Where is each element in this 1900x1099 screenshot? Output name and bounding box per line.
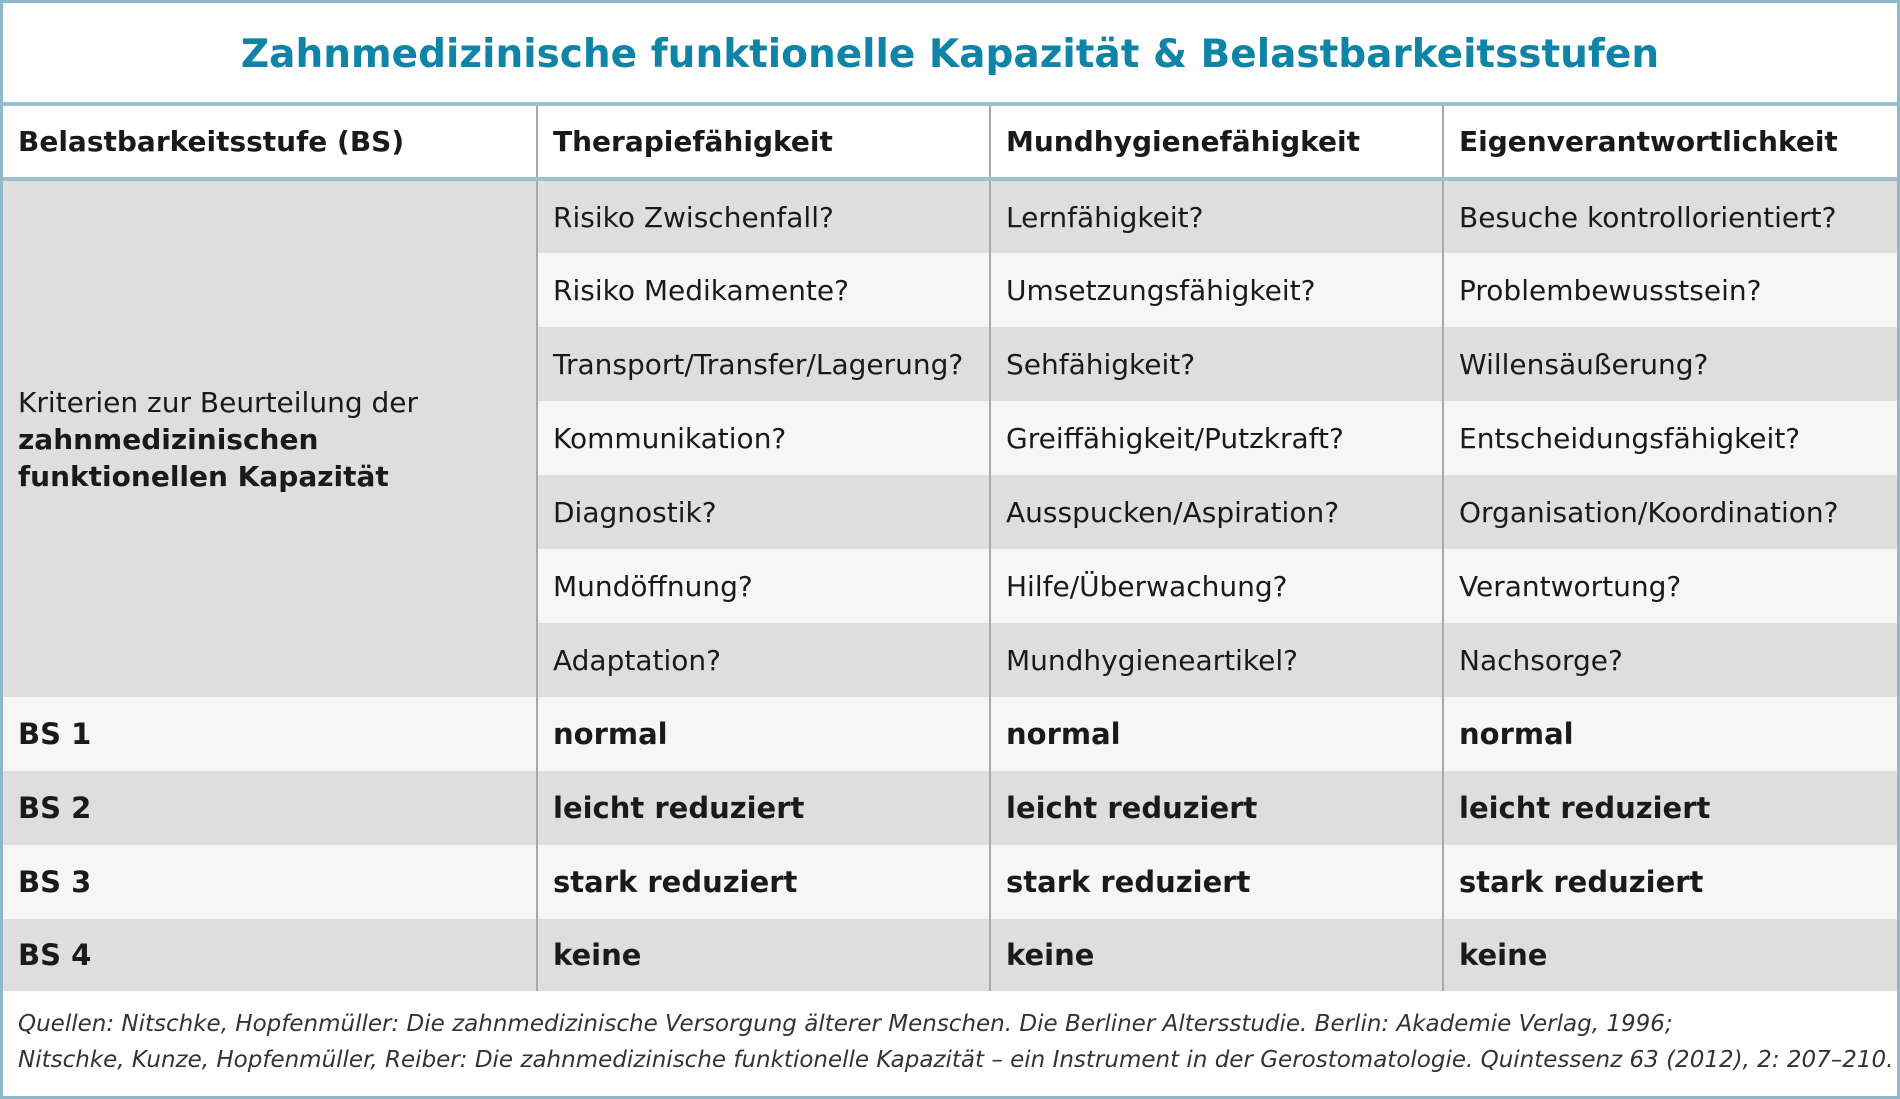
criteria-cell: Lernfähigkeit? <box>990 179 1443 253</box>
criteria-cell: Verantwortung? <box>1443 549 1897 623</box>
capacity-table <box>3 106 1897 995</box>
criteria-cell: Greiffähigkeit/Putzkraft? <box>990 401 1443 475</box>
criteria-cell: Kommunikation? <box>537 401 990 475</box>
criteria-cell: Mundöffnung? <box>537 549 990 623</box>
level-cell: leicht reduziert <box>1443 771 1897 845</box>
level-cell: normal <box>1443 697 1897 771</box>
criteria-cell: Nachsorge? <box>1443 623 1897 697</box>
figure-title: Zahnmedizinische funktionelle Kapazität & Belastbarkeitsstufen <box>240 32 1660 77</box>
criteria-cell: Ausspucken/Aspiration? <box>990 475 1443 549</box>
criteria-cell: Organisation/Koordination? <box>1443 475 1897 549</box>
header-belastbarkeitsstufe: Belastbarkeitsstufe (BS) <box>3 106 537 179</box>
level-cell: leicht reduziert <box>990 771 1443 845</box>
criteria-cell: Diagnostik? <box>537 475 990 549</box>
criteria-cell: Besuche kontrollorientiert? <box>1443 179 1897 253</box>
criteria-cell: Willensäußerung? <box>1443 327 1897 401</box>
criteria-cell: Umsetzungsfähigkeit? <box>990 253 1443 327</box>
header-therapiefaehigkeit: Therapiefähigkeit <box>537 106 990 179</box>
level-label: BS 4 <box>3 919 537 993</box>
level-cell: keine <box>1443 919 1897 993</box>
source-line-1: Quellen: Nitschke, Hopfenmüller: Die zahnmedizinische Versorgung älterer Menschen. Die Berliner Altersstudie. Berlin: Akademie Verlag, 1996; <box>18 1011 1673 1037</box>
criteria-cell: Sehfähigkeit? <box>990 327 1443 401</box>
criteria-cell: Transport/Transfer/Lagerung? <box>537 327 990 401</box>
sources-footnote <box>3 991 1897 1096</box>
criteria-cell: Hilfe/Überwachung? <box>990 549 1443 623</box>
level-label: BS 3 <box>18 865 92 899</box>
level-cell: leicht reduziert <box>537 771 990 845</box>
criteria-cell: Risiko Zwischenfall? <box>537 179 990 253</box>
criteria-cell: Risiko Medikamente? <box>537 253 990 327</box>
criteria-cell: Entscheidungsfähigkeit? <box>1443 401 1897 475</box>
level-cell: normal <box>537 697 990 771</box>
criteria-cell: Problembewusstsein? <box>1443 253 1897 327</box>
level-cell: stark reduziert <box>537 845 990 919</box>
level-row <box>3 845 1897 919</box>
level-row <box>3 771 1897 845</box>
level-label: BS 2 <box>18 791 92 825</box>
header-eigenverantwortlichkeit: Eigenverantwortlichkeit <box>1443 106 1897 179</box>
level-cell: stark reduziert <box>1443 845 1897 919</box>
level-label: BS 1 <box>18 717 92 751</box>
level-row <box>3 697 1897 771</box>
criteria-row <box>3 179 1897 253</box>
level-cell: keine <box>990 919 1443 993</box>
header-mundhygienefaehigkeit: Mundhygienefähigkeit <box>990 106 1443 179</box>
source-line-2: Nitschke, Kunze, Hopfenmüller, Reiber: Die zahnmedizinische funktionelle Kapazität – ein Instrument in der Gerostomatologie. Quintessenz 63 (2012), 2: 207–210. <box>18 1047 1894 1073</box>
criteria-label-text: Kriterien zur Beurteilung der <box>18 385 419 419</box>
criteria-cell: Mundhygieneartikel? <box>990 623 1443 697</box>
level-cell: normal <box>990 697 1443 771</box>
criteria-label-cell <box>3 179 537 697</box>
criteria-cell: Adaptation? <box>537 623 990 697</box>
criteria-label-bold: zahnmedizinischen funktionellen Kapazität <box>18 422 389 493</box>
level-cell: stark reduziert <box>990 845 1443 919</box>
level-cell: keine <box>537 919 990 993</box>
level-row <box>3 919 1897 993</box>
header-row <box>3 106 1897 179</box>
